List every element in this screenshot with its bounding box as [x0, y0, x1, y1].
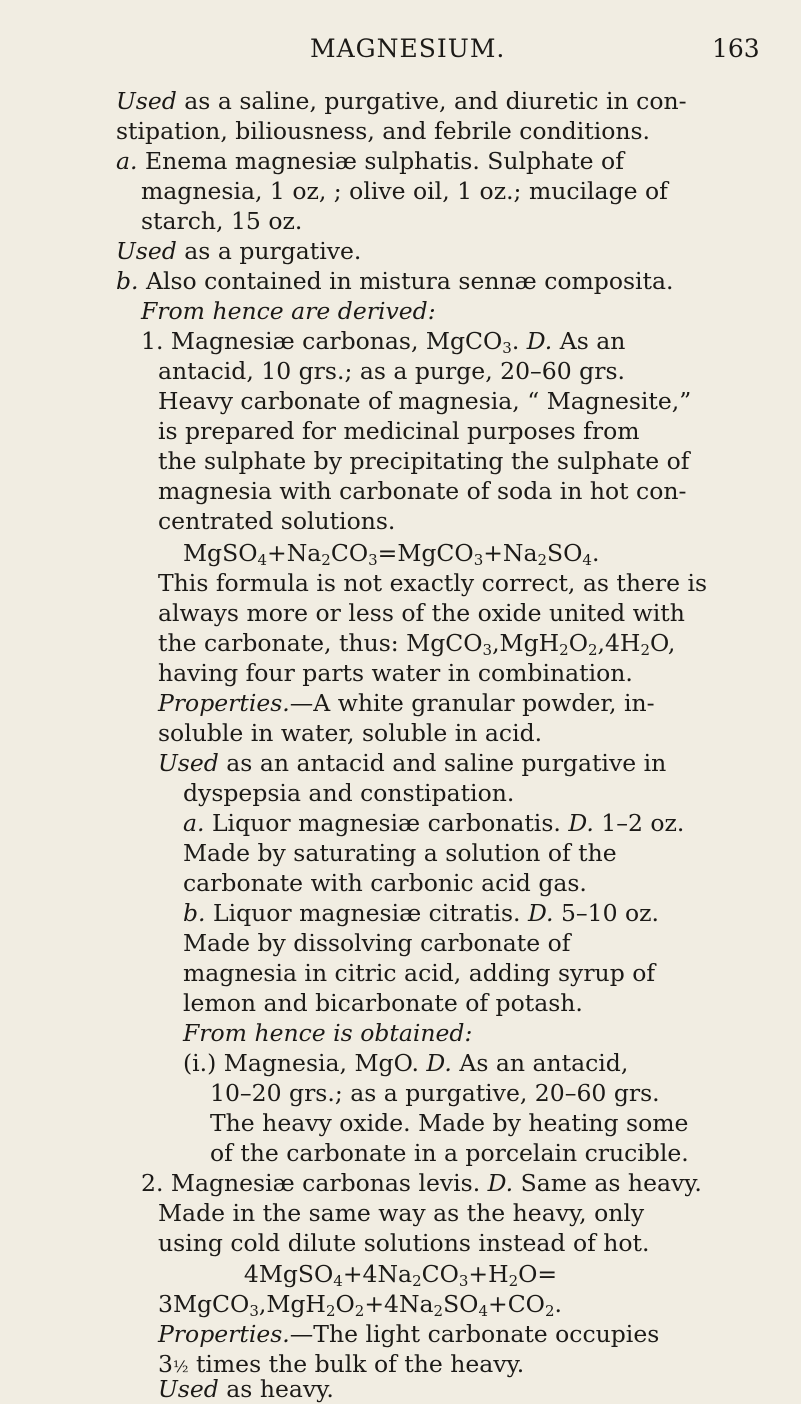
text-line: Used as a saline, purgative, and diuretic in con-	[116, 87, 687, 115]
chemical-equation: $4MgSO_4+4Na_2CO_3+H_2O=$	[243, 1260, 558, 1290]
emphasis: Used	[116, 87, 177, 115]
text-line: magnesia, 1 oz, ; olive oil, 1 oz.; mucilage of	[141, 177, 668, 205]
text-line: soluble in water, soluble in acid.	[158, 719, 543, 747]
text-line: Made by dissolving carbonate of	[183, 929, 571, 957]
emphasis: Used	[158, 1375, 219, 1403]
text-line: using cold dilute solutions instead of hot.	[158, 1229, 650, 1257]
text-line: of the carbonate in a porcelain crucible.	[210, 1139, 689, 1167]
text-line: b. Liquor magnesiæ citratis. D. 5–10 oz.	[183, 899, 660, 927]
text-line: 10–20 grs.; as a purgative, 20–60 grs.	[210, 1079, 660, 1107]
text-line: This formula is not exactly correct, as there is	[158, 569, 708, 597]
emphasis: D.	[526, 327, 553, 355]
text-line: starch, 15 oz.	[141, 207, 303, 235]
emphasis: D.	[426, 1049, 452, 1077]
emphasis: a.	[116, 147, 138, 175]
text-line: (i.) Magnesia, MgO. D. As an antacid,	[183, 1049, 629, 1077]
text-line: 1. Magnesiæ carbonas, MgCO$_3$. D. As an	[141, 327, 626, 357]
emphasis: Properties.	[158, 689, 290, 717]
text-line: a. Enema magnesiæ sulphatis. Sulphate of	[116, 147, 624, 175]
emphasis: D.	[487, 1169, 514, 1197]
text-line: Made by saturating a solution of the	[183, 839, 617, 867]
text-line: 3½ times the bulk of the heavy.	[158, 1350, 525, 1378]
emphasis: Used	[116, 237, 177, 265]
text-line: dyspepsia and constipation.	[183, 779, 515, 807]
text-line: magnesia with carbonate of soda in hot con-	[158, 477, 687, 505]
emphasis: Properties.	[158, 1320, 290, 1348]
text-line: is prepared for medicinal purposes from	[158, 417, 640, 445]
text-line: Made in the same way as the heavy, only	[158, 1199, 645, 1227]
text-line: Properties.—The light carbonate occupies	[158, 1320, 660, 1348]
text-line: b. Also contained in mistura sennæ composita.	[116, 267, 674, 295]
emphasis: Used	[158, 749, 219, 777]
text-line: stipation, biliousness, and febrile conditions.	[116, 117, 651, 145]
text-line: Properties.—A white granular powder, in-	[158, 689, 655, 717]
text-line: Used as a purgative.	[116, 237, 362, 265]
text-line: having four parts water in combination.	[158, 659, 633, 687]
emphasis: b.	[183, 899, 206, 927]
chemical-equation: $3MgCO_3,MgH_2O_2+4Na_2SO_4+CO_2$.	[158, 1290, 562, 1320]
page-header	[0, 34, 801, 74]
emphasis: D.	[527, 899, 554, 927]
text-line: the sulphate by precipitating the sulphate of	[158, 447, 690, 475]
text-line: lemon and bicarbonate of potash.	[183, 989, 583, 1017]
text-line: The heavy oxide. Made by heating some	[210, 1109, 689, 1137]
emphasis: b.	[116, 267, 139, 295]
text-line: centrated solutions.	[158, 507, 396, 535]
text-line: antacid, 10 grs.; as a purge, 20–60 grs.	[158, 357, 625, 385]
page-number: 163	[712, 34, 760, 63]
section-heading: From hence is obtained:	[183, 1019, 473, 1047]
text-line: the carbonate, thus: $MgCO_3,MgH_2O_2,4H_2O$,	[158, 629, 676, 659]
text-line: Used as an antacid and saline purgative in	[158, 749, 667, 777]
text-line: magnesia in citric acid, adding syrup of	[183, 959, 656, 987]
text-line: carbonate with carbonic acid gas.	[183, 869, 587, 897]
chemical-equation: $MgSO_4+Na_2CO_3=MgCO_3+Na_2SO_4$.	[183, 539, 600, 569]
text-line: 2. Magnesiæ carbonas levis. D. Same as heavy.	[141, 1169, 702, 1197]
section-heading: From hence are derived:	[141, 297, 436, 325]
text-line: a. Liquor magnesiæ carbonatis. D. 1–2 oz.	[183, 809, 685, 837]
running-head: MAGNESIUM.	[310, 34, 506, 63]
emphasis: D.	[568, 809, 594, 837]
text-line: Heavy carbonate of magnesia, “ Magnesite,”	[158, 387, 692, 415]
text-line: Used as heavy.	[158, 1375, 334, 1403]
emphasis: a.	[183, 809, 205, 837]
text-line: always more or less of the oxide united with	[158, 599, 685, 627]
